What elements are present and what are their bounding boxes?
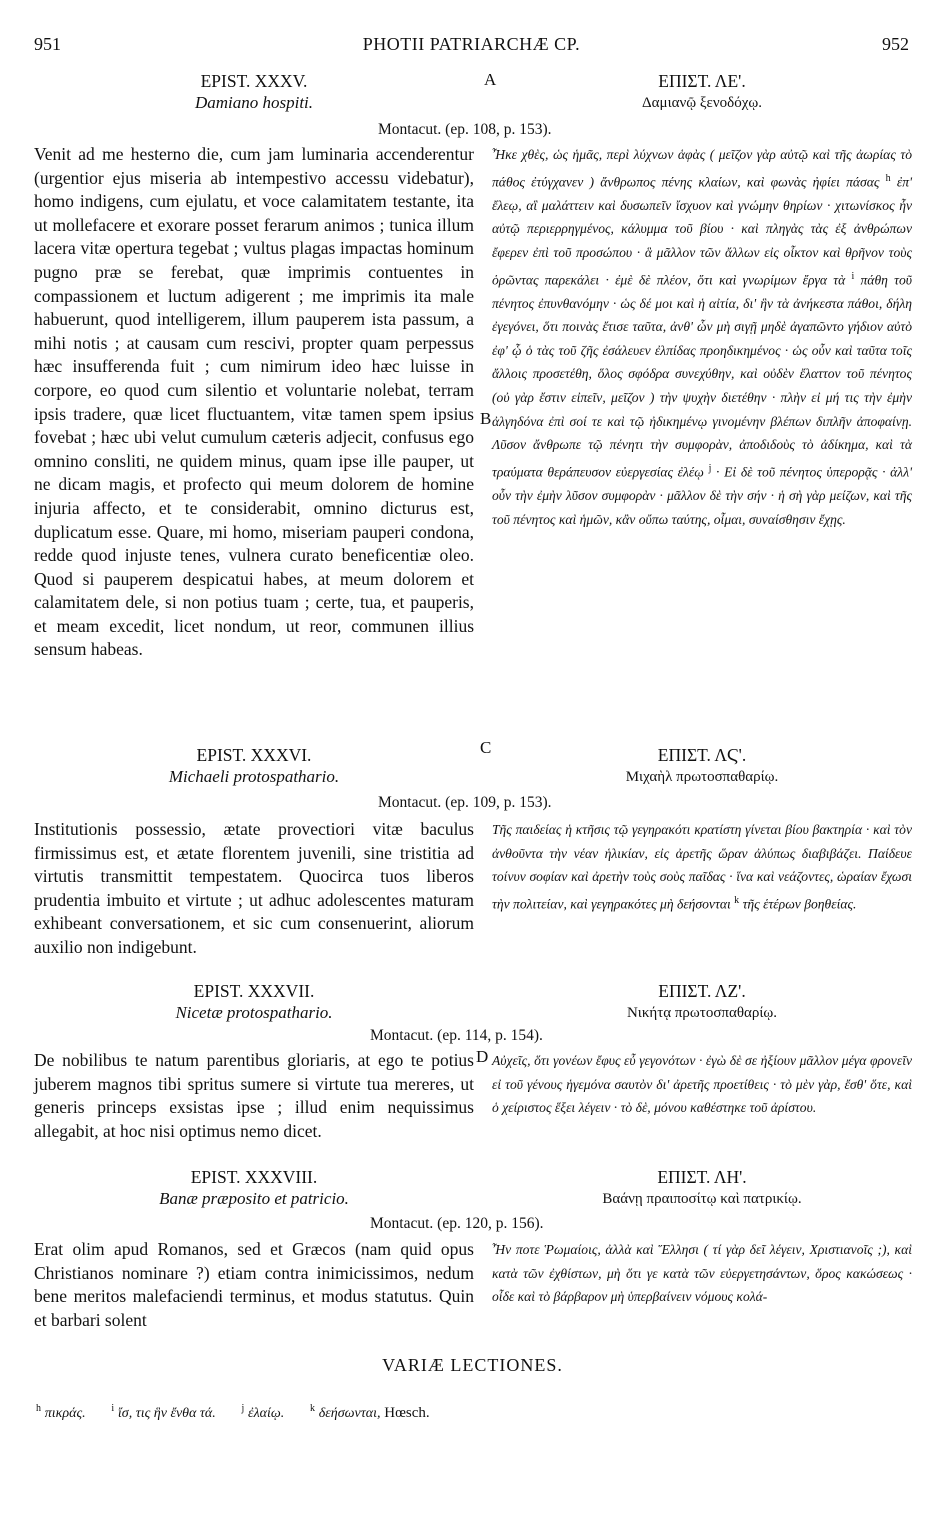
latin-letter-35 [34,70,474,114]
source-reference: Montacut. (ep. 108, p. 153). [378,121,552,138]
left-page-number: 951 [34,34,61,54]
right-page-number: 952 [882,34,909,54]
greek-recipient: Βαάνῃ πραιποσίτῳ καὶ πατρικίῳ. [602,1191,802,1207]
latin-text: Erat olim apud Romanos, sed et Græcos (nam quid opus Christianos nominare ?) etiam contra inimicissimos, nedum bene meritos malefaciendi terminus, et modus statutus. Quin et barbari solent [34,1239,474,1330]
latin-letter-36 [34,744,474,788]
greek-title: ΕΠΙΣΤ. ΛΖ'. [658,981,746,1001]
note-mark: k [734,894,740,906]
greek-recipient: Νικήτᾳ πρωτοσπαθαρίῳ. [626,1005,778,1021]
source-reference: Montacut. (ep. 109, p. 153). [378,794,552,811]
margin-mark-b: B [480,409,492,428]
source-reference: Montacut. (ep. 114, p. 154). [370,1027,543,1044]
latin-title: EPIST. XXXVI. [196,745,312,765]
variae-lectiones-title: VARIÆ LECTIONES. [382,1355,563,1375]
latin-title: EPIST. XXXVIII. [190,1167,318,1187]
note-mark: i [851,270,855,282]
margin-mark-d: D [476,1047,489,1066]
greek-letter-36-heading [492,744,912,788]
greek-letter-35-heading [492,70,912,114]
greek-text: Ἦν ποτε Ῥωμαίοις, ἀλλὰ καὶ Ἕλλησι ( τί γὰρ δεῖ λέγειν, Χριστιανοῖς ;), καὶ κατὰ τῶν ἐχθίστων, μὴ ὅτι γε κατὰ τῶν εὐεργετησάντων, ὅρος κακώσεως · οἶδε καὶ τὸ βάρβαρον μὴ ὑπερβαίνειν νόμους κολά- [492,1242,912,1305]
variant-note: $^h$ πικράς. [36,1403,86,1421]
latin-title: EPIST. XXXVII. [193,981,315,1001]
latin-recipient: Nicetæ protospathario. [175,1003,333,1022]
greek-text: Ἦκε χθὲς, ὡς ἡμᾶς, περὶ λύχνων ἁφὰς ( μεῖζον γὰρ αὐτῷ καὶ τῆς ἀωρίας τὸ πάθος ἐτύγχανεν ) ἄνθρωπος πένης κλαίων, καὶ φωνὰς ἠφίει πάσας $^h$ ἐπ' ἔλεῳ, αἳ μαλάττειν καὶ δυσωπεῖν ἴσχυον καὶ γνώμην θηρίων · χιτωνίσκος ἦν αὐτῷ περιερρηγμένος, κάλυμμα τοῦ βίου · καὶ πληγὰς τὰς ἐξ ἀνθρώπων ἔφερεν ἐπὶ τοῦ προσώπου · ἃ μᾶλλον τῶν ἄλλων εἰς οἶκτον καὶ θρῆνον τοὺς ὁρῶντας παρεκάλει · ἐμὲ δὲ πλέον, ὅτι καὶ γνωρίμων ἔργα τὰ $^i$ πάθη τοῦ πένητος ἐπυνθανόμην · ὡς δέ μοι καὶ ἡ αἰτία, δι' ἣν τὰ ἀνήκεστα πάθοι, δήλη ἐγεγόνει, ὅτι ποινὰς ἔτισε ταῦτα, ἀνθ' ὧν μὴ σιγῇ μηδὲ ἀγαπῶντο γήδιον αὐτὸ ἐφ' ᾧ ὁ τὰς τοῦ ζῆς ἐσάλευεν ἐλπίδας προηδικημένος · ὡς οὖν καὶ ταῦτα τοῖς ἄλλοις προσετέθη, ὅλος σφόδρα συνεχύθην, καὶ οὐδὲν ἔλαττον τοῦ πένητος (οὐ γὰρ ἔστιν εἰπεῖν, μεῖζον ) τὴν ψυχὴν διετέθην · πλὴν εἰ μή τις τὴν ἐμὴν ἀλγηδόνα ἐπὶ σοί τε καὶ τῷ ἠδικημένῳ γινομένην βλέπων διπλῆν ἀποφαίνῃ. Λῦσον ἄνθρωπε τῷ πένητι τὴν συμφορὰν, ἀποδιδοὺς τὸ ἀδίκημα, καὶ τὰ τραύματα θεράπευσον εὐεργεσίας ἐλέῳ $^j$ · Εἰ δὲ τοῦ πένητος ὑπερορᾷς · ἀλλ' οὖν τὴν ἐμὴν λῦσον συμφορὰν · μᾶλλον δὲ τὴν σήν · ἡ σὴ γὰρ μείζων, καὶ τῆς τοῦ πένητος καὶ ἡμῶν, κἂν οὔπω ταύτης, οἶμαι, συναίσθησιν ἔχῃς. [492,147,913,527]
margin-mark-a: A [484,70,497,89]
latin-title: EPIST. XXXV. [200,71,308,91]
greek-letter-38-heading [492,1166,912,1210]
source-reference: Montacut. (ep. 120, p. 156). [370,1215,544,1232]
latin-text: Venit ad me hesterno die, cum jam luminaria accenderentur (urgentior ejus miseria ab intempestivo accessu videbatur), homo indigens, cum ejulatu, et voce calamitatem testante, ita ut mollefacere et exorare posset ferarum animos ; tunica illum lacera vitæ opertura tegebat ; vultus plagas impactas hominum pugno præ se ferebat, quæ imprimis contuentes in compassionem et luctum adigerent ; me imprimis ita male habuerunt, quod intelligerem, illum pauperem ista passum, a mihi notis ; at causam cum rescivi, propter quam perpessus hæc insufferenda fuit ; cum nimirum ideo hæc luisse in corpore, eo quod cum silentio et voluntarie nolebat, terram ipsis tradere, quæ licet fluctuantem, vitæ tamen spem ipsius fovebat ; hæc ubi velut cumulum cæteris adjecit, confusus ego omnino consliti, ne quidem minus, quam ipse ille pauper, ut ne dicam magis, et profecto qui meum dolorem de homine injuria affecto, et te considerabit, omnino dicturus est, duplicatum esse. Quare, mi homo, miseriam pauperi condona, redde quod injuste tenes, vulnera curato beneficentiæ oleo. Quod si pauperem despicatui habes, at meum dolorem et calamitatem dele, si non potius tuam ; certe, tua, et pauperis, et meam excedit, licet nondum, ut reor, communen illius sensum habeas. [34,144,474,660]
note-mark: h [885,172,891,184]
latin-letter-37 [34,980,474,1024]
latin-recipient: Michaeli protospathario. [168,767,340,786]
latin-recipient: Damiano hospiti. [194,93,314,112]
running-header [34,34,909,58]
greek-letter-37-heading [492,980,912,1024]
variant-note: $^k$ δεήσωνται, Hœsch. [310,1403,430,1421]
greek-title: ΕΠΙΣΤ. ΛΕ'. [658,71,746,91]
note-mark: j [708,462,712,474]
latin-recipient: Banæ præposito et patricio. [159,1189,349,1208]
latin-letter-38 [34,1166,474,1210]
margin-mark-c: C [480,738,492,757]
latin-text: De nobilibus te natum parentibus gloriaris, at ego te potius juberem magnos tibi spritus sumere si virtute tua mereres, ut generis princeps exsistas ipse ; illud enim nequissimus allegabit, at hoc nisi optimus nemo dicet. [34,1050,474,1141]
variae-lectiones-notes [36,1403,474,1422]
variant-note: $^i$ ἴσ, τις ἣν ἔνθα τά. [111,1403,216,1421]
greek-text: Αὐχεῖς, ὅτι γονέων ἔφυς εὖ γεγονότων · ἐγὼ δὲ σε ἠξίουν μᾶλλον μέγα φρονεῖν εἰ τοῦ γένους ἡγεμόνα σαυτὸν δι' ἀρετῆς προετίθεις · τὸ μὲν γὰρ, ἔσθ' ὅτε, καὶ ὁ χείριστος ἕξει λέγειν · τὸ δὲ, μόνου καθέστηκε τοῦ ἀρίστου. [492,1053,912,1116]
variant-note: $^j$ ἐλαίῳ. [241,1403,285,1421]
greek-title: ΕΠΙΣΤ. ΛϚ'. [657,745,747,765]
greek-recipient: Μιχαὴλ πρωτοσπαθαρίῳ. [625,769,779,785]
greek-title: ΕΠΙΣΤ. ΛΗ'. [657,1167,747,1187]
greek-recipient: Δαμιανῷ ξενοδόχῳ. [642,95,762,111]
greek-text: Τῆς παιδείας ἡ κτῆσις τῷ γεγηρακότι κρατίστη γίνεται βίου βακτηρία · καὶ τὸν ἀνθοῦντα τὴν νέαν ἡλικίαν, εἰς ἀρετῆς ὥραν ἀλύπως διαβιβάζει. Παίδευε τοίνυν σοφίαν καὶ ἀρετὴν τοὺς σοὺς παῖδας · ἵνα καὶ νεάζοντες, ὡραίαν ἔχωσι τὴν πολιτείαν, καὶ γεγηρακότες μὴ δεήσονται $^k$ τῆς ἑτέρων βοηθείας. [492,822,912,912]
running-title: PHOTII PATRIARCHÆ CP. [362,34,581,54]
latin-text: Institutionis possessio, ætate provectiori vitæ baculus firmissimus est, et ætate florentem juvenili, sine tristitia ad virtutis transmittit tempestatem. Quocirca tuos liberos prudentia imbuito et virtute ; ut adhuc adolescentes maturam exhibeant conversationem, et sic cum consenuerint, aliorum auxilio non indigebunt. [34,819,474,957]
